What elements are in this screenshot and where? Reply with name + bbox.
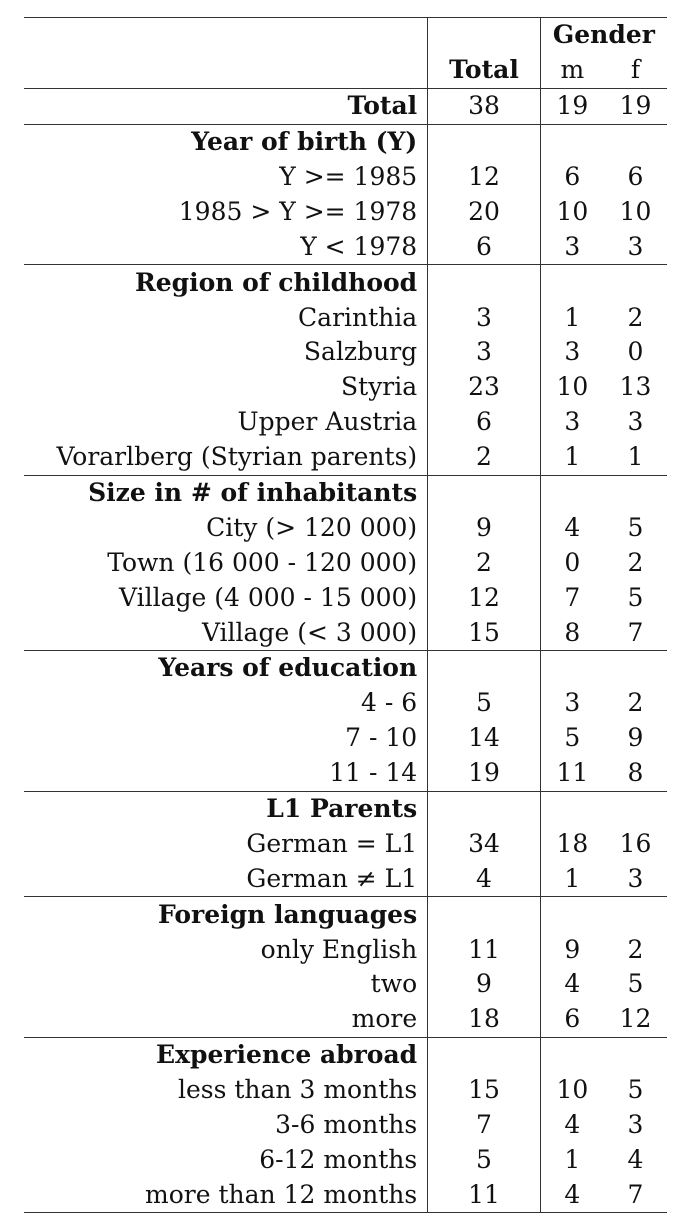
section-header-row (24, 1037, 667, 1072)
row-m: 10 (556, 372, 589, 402)
row-m: 4 (564, 969, 581, 999)
row-label: Upper Austria (24, 405, 428, 440)
row-m: 0 (564, 547, 581, 577)
table-row (24, 967, 667, 1002)
row-m: 8 (564, 617, 581, 647)
row-m: 1 (564, 863, 581, 893)
row-m: 4 (564, 1179, 581, 1209)
table-row (24, 1177, 667, 1212)
row-total: 15 (428, 615, 541, 650)
row-label: Carinthia (24, 300, 428, 335)
row-total: 2 (428, 545, 541, 580)
table-row (24, 300, 667, 335)
row-f: 12 (619, 1004, 652, 1034)
row-label: Y < 1978 (24, 229, 428, 264)
row-label: German ≠ L1 (24, 861, 428, 896)
total-row-total: 38 (428, 88, 541, 124)
row-m: 18 (556, 828, 589, 858)
row-label: Village (4 000 - 15 000) (24, 580, 428, 615)
total-row-m: 19 (540, 88, 604, 124)
section-title: Experience abroad (24, 1037, 428, 1072)
section-header-row (24, 475, 667, 510)
row-label: 6-12 months (24, 1143, 428, 1178)
row-label: 4 - 6 (24, 686, 428, 721)
row-total: 3 (428, 335, 541, 370)
table-row (24, 229, 667, 264)
row-f: 5 (627, 512, 644, 542)
row-m: 6 (564, 162, 581, 191)
row-f: 9 (627, 723, 644, 753)
row-m: 7 (564, 582, 581, 612)
row-label: 11 - 14 (24, 756, 428, 791)
row-f: 10 (619, 196, 652, 226)
row-f: 16 (619, 828, 652, 858)
section-header-row (24, 265, 667, 300)
section-header-row (24, 791, 667, 826)
section-empty-f (604, 124, 667, 159)
row-total: 7 (428, 1108, 541, 1143)
table-row (24, 335, 667, 370)
section-empty-m (540, 124, 604, 159)
row-m: 3 (564, 407, 581, 437)
row-m: 3 (564, 231, 581, 261)
row-m: 1 (564, 442, 581, 472)
row-total: 6 (428, 229, 541, 264)
row-f: 5 (627, 582, 644, 612)
total-row-label: Total (24, 88, 428, 124)
row-label: more than 12 months (24, 1177, 428, 1212)
row-f: 3 (627, 231, 644, 261)
row-label: Salzburg (24, 335, 428, 370)
header-empty-total-cell (428, 18, 541, 53)
row-label: German = L1 (24, 826, 428, 861)
row-f: 3 (627, 863, 644, 893)
table-row (24, 932, 667, 967)
section-empty-total (428, 651, 541, 686)
section-empty-total (428, 897, 541, 932)
section-header-row (24, 651, 667, 686)
table-row (24, 545, 667, 580)
row-m: 3 (564, 337, 581, 367)
section-empty-m (540, 791, 604, 826)
row-m: 5 (564, 723, 581, 753)
table-row (24, 440, 667, 475)
row-label: Y >= 1985 (24, 160, 428, 195)
section-empty-f (604, 475, 667, 510)
row-total: 18 (428, 1002, 541, 1037)
section-header-row (24, 124, 667, 159)
section-empty-m (540, 897, 604, 932)
row-total: 11 (428, 1177, 541, 1212)
row-f: 3 (627, 407, 644, 437)
table-row (24, 721, 667, 756)
section-empty-total (428, 475, 541, 510)
section-empty-f (604, 265, 667, 300)
section-header-row (24, 897, 667, 932)
row-f: 5 (627, 969, 644, 999)
row-total: 23 (428, 370, 541, 405)
row-m: 4 (564, 1110, 581, 1140)
row-f: 2 (627, 688, 644, 718)
row-total: 14 (428, 721, 541, 756)
row-label: Styria (24, 370, 428, 405)
row-f: 7 (627, 1179, 644, 1209)
section-empty-m (540, 1037, 604, 1072)
row-label: 3-6 months (24, 1108, 428, 1143)
row-f: 2 (627, 934, 644, 964)
section-title: Size in # of inhabitants (24, 475, 428, 510)
row-m: 1 (564, 302, 581, 332)
table-row (24, 510, 667, 545)
section-title: Foreign languages (24, 897, 428, 932)
row-total: 5 (428, 1143, 541, 1178)
section-empty-total (428, 265, 541, 300)
row-total: 2 (428, 440, 541, 475)
header-empty-cell (24, 18, 428, 53)
row-f: 6 (627, 162, 644, 191)
row-total: 20 (428, 194, 541, 229)
row-total: 19 (428, 756, 541, 791)
header-empty-cell (24, 53, 428, 88)
row-m: 3 (564, 688, 581, 718)
demographics-table (24, 17, 667, 1213)
row-total: 34 (428, 826, 541, 861)
row-label: Town (16 000 - 120 000) (24, 545, 428, 580)
section-empty-m (540, 475, 604, 510)
table-row (24, 405, 667, 440)
table-row (24, 160, 667, 195)
section-empty-total (428, 124, 541, 159)
section-empty-m (540, 651, 604, 686)
row-total: 11 (428, 932, 541, 967)
row-total: 15 (428, 1073, 541, 1108)
row-total: 12 (428, 160, 541, 195)
section-title: Region of childhood (24, 265, 428, 300)
header-gender: Gender (552, 20, 655, 50)
row-m: 6 (564, 1004, 581, 1034)
row-f: 7 (627, 617, 644, 647)
row-m: 10 (556, 196, 589, 226)
row-total: 4 (428, 861, 541, 896)
section-title: L1 Parents (24, 791, 428, 826)
section-title: Year of birth (Y) (24, 124, 428, 159)
row-total: 9 (428, 967, 541, 1002)
row-f: 0 (627, 337, 644, 367)
table-row (24, 1143, 667, 1178)
section-empty-total (428, 791, 541, 826)
row-f: 3 (627, 1110, 644, 1140)
row-f: 1 (627, 442, 644, 472)
table-row (24, 615, 667, 650)
row-total: 5 (428, 686, 541, 721)
table-row (24, 826, 667, 861)
row-f: 8 (627, 758, 644, 788)
row-f: 2 (627, 547, 644, 577)
table-row (24, 580, 667, 615)
row-m: 4 (564, 512, 581, 542)
total-row (24, 88, 667, 124)
header-row-columns (24, 53, 667, 88)
section-empty-f (604, 791, 667, 826)
section-empty-f (604, 651, 667, 686)
section-title: Years of education (24, 651, 428, 686)
table-row (24, 1002, 667, 1037)
table-row (24, 756, 667, 791)
row-label: less than 3 months (24, 1073, 428, 1108)
row-label: Village (< 3 000) (24, 615, 428, 650)
header-m: m (560, 55, 585, 85)
table-row (24, 1073, 667, 1108)
row-label: more (24, 1002, 428, 1037)
header-row-gender (24, 18, 667, 53)
row-f: 13 (619, 372, 652, 402)
row-label: two (24, 967, 428, 1002)
header-f: f (630, 55, 641, 85)
row-label: City (> 120 000) (24, 510, 428, 545)
section-empty-f (604, 1037, 667, 1072)
table-row (24, 194, 667, 229)
row-f: 2 (627, 302, 644, 332)
section-empty-f (604, 897, 667, 932)
row-total: 3 (428, 300, 541, 335)
row-label: Vorarlberg (Styrian parents) (24, 440, 428, 475)
table-row (24, 861, 667, 896)
row-m: 1 (564, 1144, 581, 1174)
table-row (24, 370, 667, 405)
row-m: 11 (556, 758, 589, 788)
header-total: Total (428, 53, 541, 88)
row-f: 5 (627, 1075, 644, 1105)
row-label: 1985 > Y >= 1978 (24, 194, 428, 229)
section-empty-m (540, 265, 604, 300)
row-total: 9 (428, 510, 541, 545)
table-row (24, 686, 667, 721)
row-f: 4 (627, 1144, 644, 1174)
row-total: 12 (428, 580, 541, 615)
row-label: 7 - 10 (24, 721, 428, 756)
row-total: 6 (428, 405, 541, 440)
section-empty-total (428, 1037, 541, 1072)
table-row (24, 1108, 667, 1143)
row-m: 10 (556, 1075, 589, 1105)
row-m: 9 (564, 934, 581, 964)
total-row-f: 19 (604, 88, 667, 124)
row-label: only English (24, 932, 428, 967)
